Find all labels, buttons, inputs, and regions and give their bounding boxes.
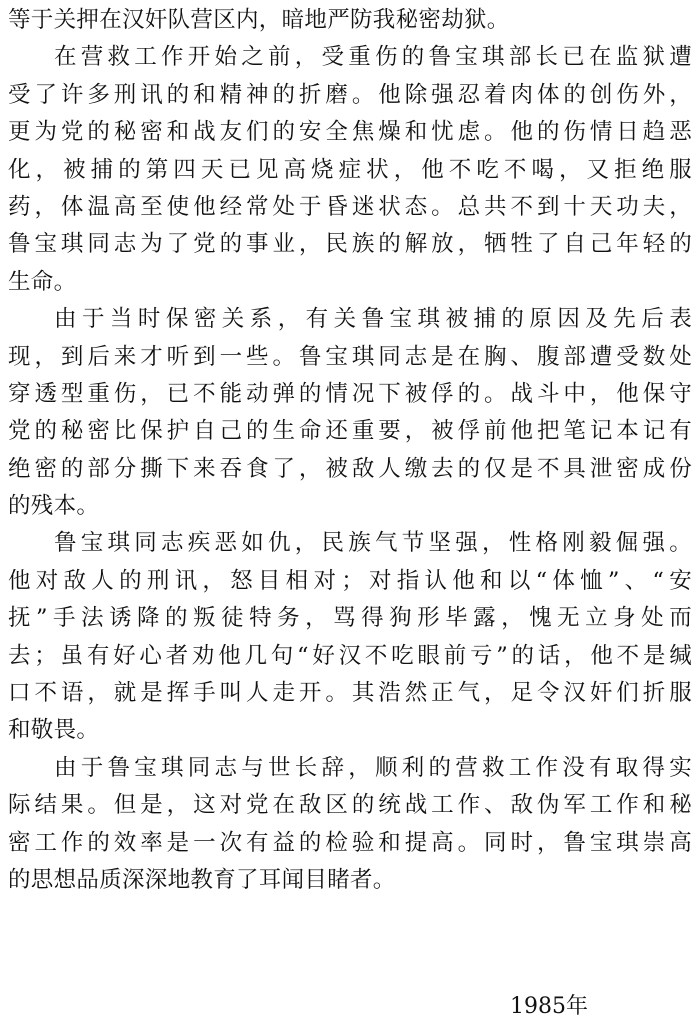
text-line: 他对敌人的刑讯，怒目相对；对指认他和以“体恤”、“安 (8, 567, 692, 594)
text-line: 现，到后来才听到一些。鲁宝琪同志是在胸、腹部遭受数处 (8, 343, 692, 370)
text-line: 药，体温高至使他经常处于昏迷状态。总共不到十天功夫， (8, 193, 692, 220)
text-line: 际结果。但是，这对党在敌区的统战工作、敌伪军工作和秘 (8, 792, 692, 819)
text-line: 的残本。 (8, 493, 100, 520)
text-line: 穿透型重伤，已不能动弹的情况下被俘的。战斗中，他保守 (8, 380, 692, 407)
text-line: 在营救工作开始之前，受重伤的鲁宝琪部长已在监狱遭 (54, 44, 692, 71)
text-line: 鲁宝琪同志为了党的事业，民族的解放，牺牲了自己年轻的 (8, 231, 692, 258)
text-line: 抚”手法诱降的叛徒特务，骂得狗形毕露，愧无立身处而 (8, 605, 692, 632)
body-text (8, 2, 692, 899)
text-line: 口不语，就是挥手叫人走开。其浩然正气，足令汉奸们折服 (8, 680, 692, 707)
text-line: 党的秘密比保护自己的生命还重要，被俘前他把笔记本记有 (8, 418, 692, 445)
text-line: 和敬畏。 (8, 717, 100, 744)
text-line: 等于关押在汉奸队营区内，暗地严防我秘密劫狱。 (8, 7, 510, 33)
text-line: 绝密的部分撕下来吞食了，被敌人缴去的仅是不具泄密成份 (8, 455, 692, 482)
text-line: 更为党的秘密和战友们的安全焦燥和忧虑。他的伤情日趋恶 (8, 119, 692, 146)
date-line: 1985年 (510, 994, 588, 1019)
text-line: 由于当时保密关系，有关鲁宝琪被捕的原因及先后表 (54, 306, 692, 333)
text-line: 的思想品质深深地教育了耳闻目睹者。 (8, 866, 396, 893)
text-line: 去；虽有好心者劝他几句“好汉不吃眼前亏”的话，他不是缄 (8, 642, 692, 669)
text-line: 受了许多刑讯的和精神的折磨。他除强忍着肉体的创伤外， (8, 81, 692, 108)
text-line: 密工作的效率是一次有益的检验和提高。同时，鲁宝琪崇高 (8, 829, 692, 856)
text-line: 由于鲁宝琪同志与世长辞，顺利的营救工作没有取得实 (54, 754, 692, 781)
text-line: 鲁宝琪同志疾恶如仇，民族气节坚强，性格刚毅倔强。 (54, 530, 692, 557)
text-line: 化，被捕的第四天已见高烧症状，他不吃不喝，又拒绝服 (8, 156, 692, 183)
text-line: 生命。 (8, 268, 77, 295)
